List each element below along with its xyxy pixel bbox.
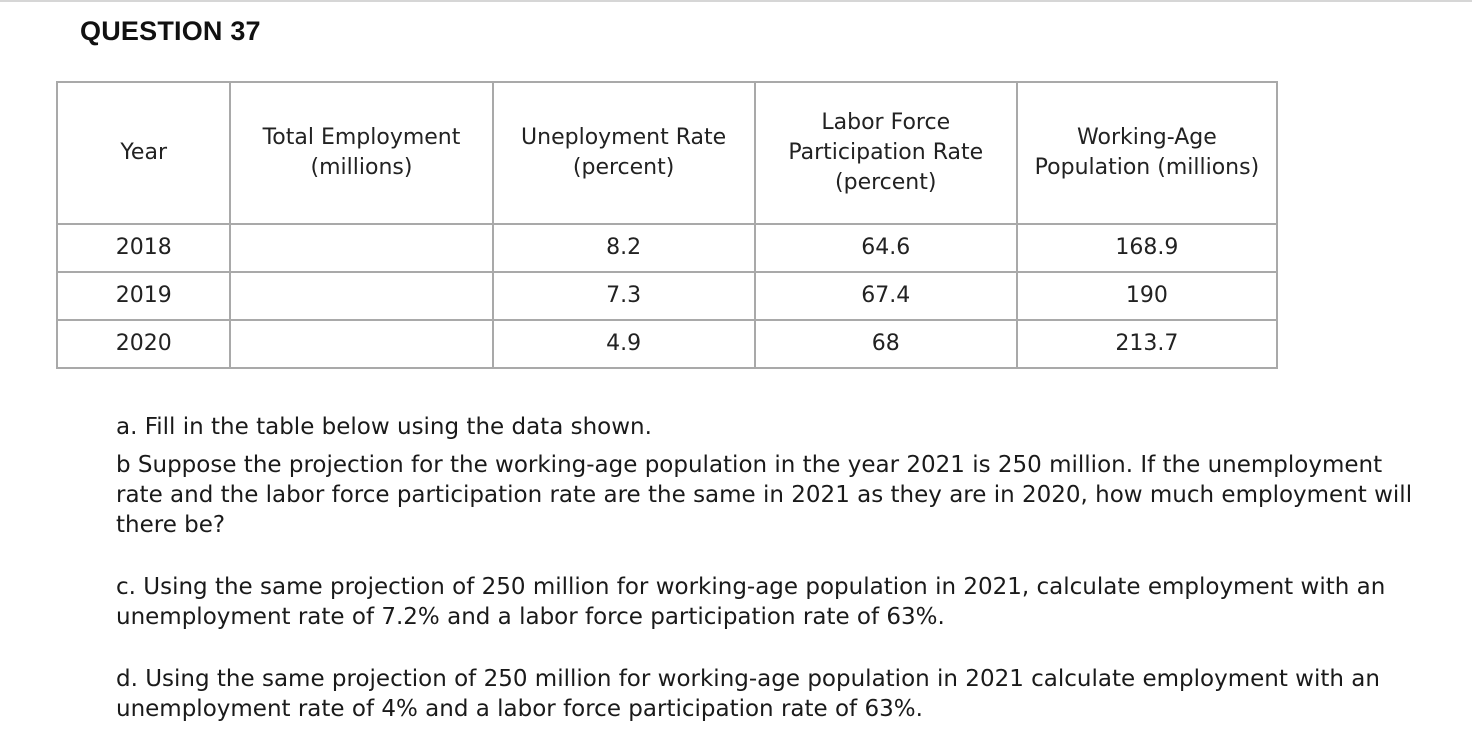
header-participation-rate-line2: Participation Rate — [788, 140, 984, 165]
cell-unemployment-rate: 4.9 — [493, 320, 755, 368]
data-table — [56, 81, 1278, 369]
table-row — [57, 224, 1277, 272]
question-parts — [116, 412, 1436, 724]
header-year — [57, 82, 230, 224]
header-unemployment-rate-line1: Uneployment Rate — [521, 125, 727, 150]
cell-total-employment — [230, 320, 492, 368]
question-part-c: c. Using the same projection of 250 million for working-age population in 2021, calculate employment with an unemployment rate of 7.2% and a labor force participation rate of 63%. — [116, 574, 1386, 630]
header-total-employment-line2: (millions) — [310, 155, 413, 180]
cell-participation-rate: 64.6 — [755, 224, 1017, 272]
header-working-age-population-line1: Working-Age — [1077, 125, 1217, 150]
cell-unemployment-rate: 8.2 — [493, 224, 755, 272]
table-row — [57, 272, 1277, 320]
cell-total-employment — [230, 224, 492, 272]
cell-working-age-population: 213.7 — [1017, 320, 1277, 368]
question-title: QUESTION 37 — [80, 16, 261, 46]
top-divider — [0, 0, 1472, 2]
cell-year: 2020 — [57, 320, 230, 368]
header-working-age-population — [1017, 82, 1277, 224]
cell-working-age-population: 190 — [1017, 272, 1277, 320]
question-part-d: d. Using the same projection of 250 million for working-age population in 2021 calculate employment with an unemployment rate of 4% and a labor force participation rate of 63%. — [116, 666, 1380, 722]
header-participation-rate — [755, 82, 1017, 224]
header-year-line1: Year — [120, 140, 167, 165]
question-part-a: a. Fill in the table below using the data shown. — [116, 414, 652, 440]
cell-year: 2018 — [57, 224, 230, 272]
table-row — [57, 320, 1277, 368]
question-part-b: b Suppose the projection for the working-age population in the year 2021 is 250 million. If the unemployment rate and the labor force participation rate are the same in 2021 as they are in 2020, how much employment will there be? — [116, 452, 1413, 538]
header-total-employment — [230, 82, 492, 224]
cell-total-employment — [230, 272, 492, 320]
header-working-age-population-line2: Population (millions) — [1034, 155, 1260, 180]
header-participation-rate-line1: Labor Force — [821, 110, 951, 135]
cell-working-age-population: 168.9 — [1017, 224, 1277, 272]
header-total-employment-line1: Total Employment — [262, 125, 461, 150]
header-unemployment-rate-line2: (percent) — [572, 155, 675, 180]
header-unemployment-rate — [493, 82, 755, 224]
header-participation-rate-line3: (percent) — [835, 170, 937, 195]
cell-year: 2019 — [57, 272, 230, 320]
table-header-row — [57, 82, 1277, 224]
cell-unemployment-rate: 7.3 — [493, 272, 755, 320]
cell-participation-rate: 68 — [755, 320, 1017, 368]
cell-participation-rate: 67.4 — [755, 272, 1017, 320]
